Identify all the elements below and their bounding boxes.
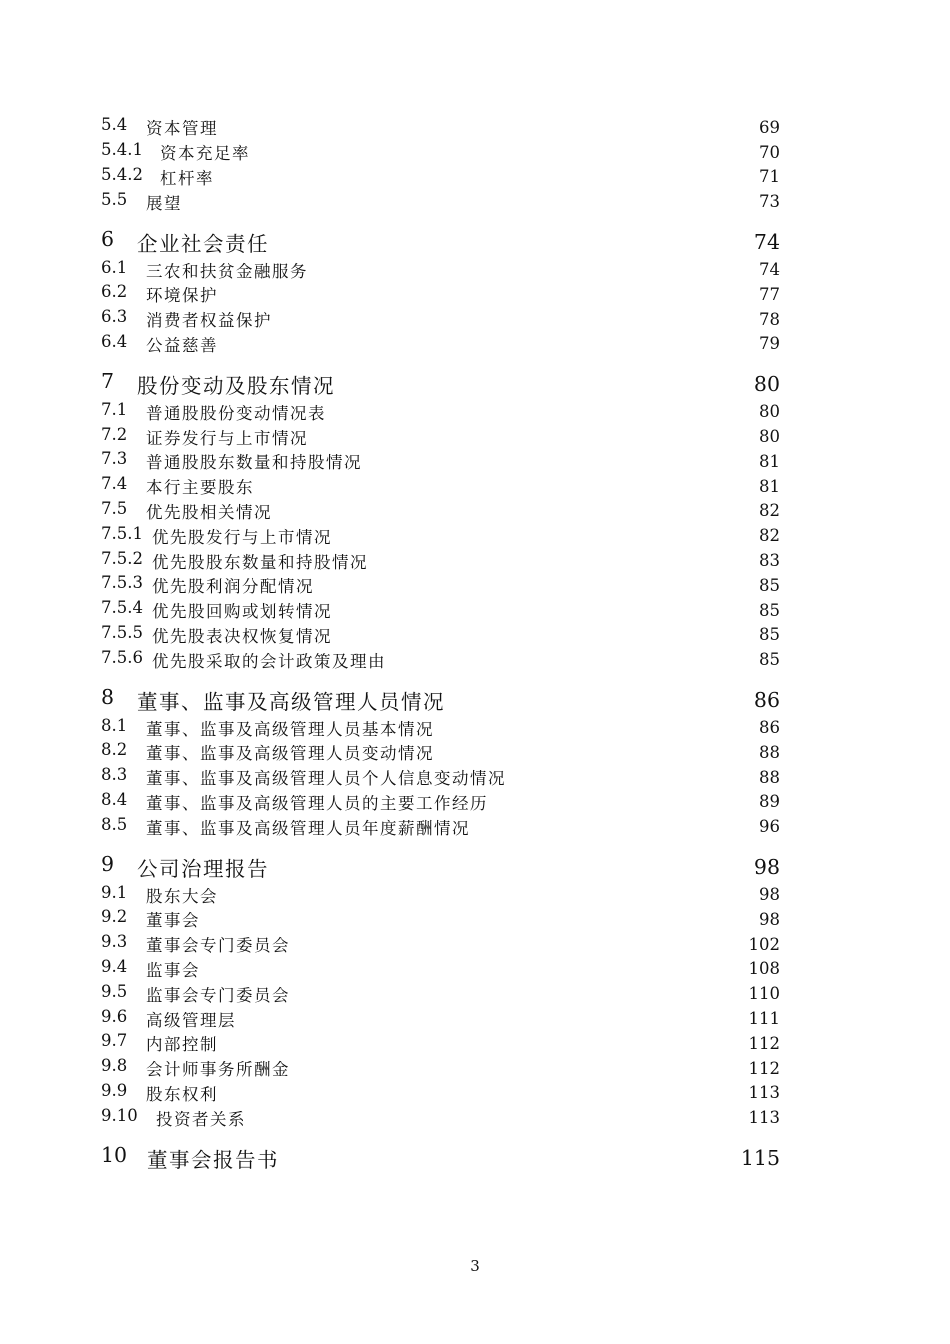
- toc-entry[interactable]: [101, 981, 780, 1006]
- entry-title: 股东权利: [146, 1084, 218, 1104]
- toc-entry[interactable]: [101, 1056, 780, 1081]
- toc-entry[interactable]: [101, 598, 780, 623]
- entry-page-number: 113: [748, 1108, 780, 1128]
- toc-entry[interactable]: [101, 957, 780, 982]
- entry-title: 优先股采取的会计政策及理由: [152, 651, 386, 671]
- toc-entry[interactable]: [101, 715, 780, 740]
- toc-entry[interactable]: [101, 882, 780, 907]
- entry-title: 优先股表决权恢复情况: [152, 626, 332, 646]
- toc-section: [101, 227, 780, 356]
- entry-page-number: 80: [759, 402, 780, 422]
- entry-number: 5.5: [101, 189, 128, 209]
- toc-entry[interactable]: [101, 332, 780, 357]
- entry-title: 股东大会: [146, 886, 218, 906]
- entry-number: 5.4.2: [101, 164, 143, 184]
- entry-number: 9.4: [101, 956, 128, 976]
- entry-title: 监事会专门委员会: [146, 985, 290, 1005]
- table-of-contents: [101, 115, 780, 1173]
- toc-entry[interactable]: [101, 115, 780, 140]
- toc-entry[interactable]: [101, 548, 780, 573]
- entry-page-number: 88: [759, 767, 780, 787]
- entry-title: 普通股股东数量和持股情况: [146, 453, 362, 473]
- entry-number: 7.5.3: [101, 573, 143, 593]
- entry-page-number: 70: [759, 142, 780, 162]
- entry-number: 8.4: [101, 789, 128, 809]
- toc-entry[interactable]: [101, 907, 780, 932]
- entry-title: 资本管理: [146, 119, 218, 139]
- toc-section: [101, 115, 780, 214]
- entry-page-number: 69: [759, 117, 780, 137]
- entry-title: 优先股发行与上市情况: [152, 527, 332, 547]
- toc-section: [101, 852, 780, 1130]
- entry-page-number: 85: [759, 575, 780, 595]
- chapter-page-number: 74: [753, 230, 780, 255]
- entry-number: 6.3: [101, 307, 128, 327]
- entry-number: 7.3: [101, 449, 128, 469]
- entry-page-number: 96: [759, 817, 780, 837]
- page-number: 3: [470, 1257, 480, 1275]
- toc-chapter-heading[interactable]: [101, 685, 780, 715]
- toc-entry[interactable]: [101, 790, 780, 815]
- entry-page-number: 73: [759, 192, 780, 212]
- toc-chapter-heading[interactable]: [101, 1143, 780, 1173]
- entry-title: 资本充足率: [160, 144, 250, 164]
- entry-title: 环境保护: [146, 286, 218, 306]
- toc-entry[interactable]: [101, 399, 780, 424]
- entry-number: 7.4: [101, 474, 128, 494]
- entry-page-number: 112: [748, 1033, 780, 1053]
- toc-entry[interactable]: [101, 189, 780, 214]
- chapter-number: 8: [101, 685, 115, 710]
- entry-number: 5.4: [101, 115, 128, 135]
- entry-page-number: 112: [748, 1058, 780, 1078]
- entry-page-number: 86: [759, 718, 780, 738]
- entry-title: 董事、监事及高级管理人员年度薪酬情况: [146, 818, 470, 838]
- entry-page-number: 89: [759, 792, 780, 812]
- entry-number: 8.2: [101, 740, 128, 760]
- entry-number: 9.6: [101, 1006, 128, 1026]
- entry-title: 展望: [146, 193, 182, 213]
- entry-page-number: 82: [759, 526, 780, 546]
- chapter-page-number: 115: [740, 1146, 780, 1171]
- entry-number: 7.5.1: [101, 523, 143, 543]
- entry-number: 7.5.2: [101, 548, 143, 568]
- entry-title: 优先股利润分配情况: [152, 577, 314, 597]
- entry-title: 会计师事务所酬金: [146, 1060, 290, 1080]
- chapter-title: 董事、监事及高级管理人员情况: [137, 690, 445, 715]
- entry-number: 7.5.6: [101, 647, 143, 667]
- entry-number: 7.5.4: [101, 598, 143, 618]
- chapter-title: 董事会报告书: [147, 1148, 279, 1173]
- toc-entry[interactable]: [101, 257, 780, 282]
- chapter-number: 6: [101, 227, 115, 252]
- entry-number: 7.1: [101, 399, 128, 419]
- toc-chapter-heading[interactable]: [101, 852, 780, 882]
- entry-number: 8.5: [101, 814, 128, 834]
- toc-entry[interactable]: [101, 282, 780, 307]
- entry-number: 9.1: [101, 882, 128, 902]
- entry-number: 6.2: [101, 282, 128, 302]
- toc-section: [101, 1143, 780, 1173]
- entry-page-number: 110: [748, 984, 780, 1004]
- entry-title: 高级管理层: [146, 1010, 236, 1030]
- entry-number: 8.1: [101, 715, 128, 735]
- toc-section: [101, 369, 780, 672]
- toc-entry[interactable]: [101, 140, 780, 165]
- toc-entry[interactable]: [101, 449, 780, 474]
- entry-page-number: 81: [759, 451, 780, 471]
- toc-entry[interactable]: [101, 765, 780, 790]
- chapter-number: 7: [101, 369, 115, 394]
- entry-page-number: 83: [759, 551, 780, 571]
- toc-entry[interactable]: [101, 647, 780, 672]
- entry-title: 监事会: [146, 960, 200, 980]
- entry-number: 8.3: [101, 765, 128, 785]
- entry-page-number: 88: [759, 742, 780, 762]
- entry-number: 6.1: [101, 257, 128, 277]
- entry-page-number: 71: [759, 167, 780, 187]
- chapter-number: 9: [101, 852, 115, 877]
- chapter-page-number: 98: [753, 855, 780, 880]
- entry-page-number: 82: [759, 501, 780, 521]
- entry-page-number: 111: [748, 1009, 780, 1028]
- entry-title: 杠杆率: [160, 168, 214, 188]
- entry-title: 董事、监事及高级管理人员的主要工作经历: [146, 793, 488, 813]
- entry-title: 董事、监事及高级管理人员个人信息变动情况: [146, 769, 506, 789]
- entry-title: 优先股相关情况: [146, 502, 272, 522]
- entry-title: 内部控制: [146, 1035, 218, 1055]
- toc-chapter-heading[interactable]: [101, 227, 780, 257]
- entry-number: 7.2: [101, 424, 128, 444]
- entry-title: 证券发行与上市情况: [146, 428, 308, 448]
- chapter-title: 股份变动及股东情况: [137, 374, 335, 399]
- entry-page-number: 78: [759, 309, 780, 329]
- toc-entry[interactable]: [101, 932, 780, 957]
- entry-number: 9.2: [101, 907, 128, 927]
- entry-number: 9.7: [101, 1031, 128, 1051]
- toc-entry[interactable]: [101, 1081, 780, 1106]
- entry-title: 优先股回购或划转情况: [152, 602, 332, 622]
- chapter-number: 10: [101, 1143, 128, 1168]
- entry-title: 优先股股东数量和持股情况: [152, 552, 368, 572]
- entry-page-number: 102: [748, 934, 780, 954]
- toc-chapter-heading[interactable]: [101, 369, 780, 399]
- entry-page-number: 85: [759, 650, 780, 670]
- entry-page-number: 80: [759, 427, 780, 447]
- entry-number: 9.9: [101, 1080, 128, 1100]
- toc-entry[interactable]: [101, 814, 780, 839]
- entry-title: 普通股股份变动情况表: [146, 403, 326, 423]
- chapter-title: 企业社会责任: [137, 232, 269, 257]
- entry-number: 7.5: [101, 498, 128, 518]
- chapter-title: 公司治理报告: [137, 857, 269, 882]
- toc-entry[interactable]: [101, 523, 780, 548]
- toc-entry[interactable]: [101, 474, 780, 499]
- toc-entry[interactable]: [101, 424, 780, 449]
- entry-page-number: 98: [759, 885, 780, 905]
- chapter-page-number: 80: [753, 372, 780, 397]
- entry-number: 9.10: [101, 1105, 138, 1125]
- entry-page-number: 74: [759, 260, 780, 280]
- entry-number: 9.3: [101, 932, 128, 952]
- toc-entry[interactable]: [101, 623, 780, 648]
- entry-title: 投资者关系: [156, 1109, 246, 1129]
- entry-title: 公益慈善: [146, 335, 218, 355]
- entry-number: 5.4.1: [101, 140, 143, 160]
- entry-page-number: 77: [759, 284, 780, 304]
- entry-page-number: 85: [759, 600, 780, 620]
- entry-page-number: 85: [759, 625, 780, 645]
- toc-section: [101, 685, 780, 839]
- toc-entry[interactable]: [101, 1031, 780, 1056]
- toc-entry[interactable]: [101, 740, 780, 765]
- entry-number: 7.5.5: [101, 622, 143, 642]
- entry-page-number: 98: [759, 909, 780, 929]
- toc-entry[interactable]: [101, 165, 780, 190]
- entry-page-number: 113: [748, 1083, 780, 1103]
- entry-title: 董事、监事及高级管理人员变动情况: [146, 744, 434, 764]
- entry-page-number: 81: [759, 476, 780, 496]
- entry-title: 董事、监事及高级管理人员基本情况: [146, 719, 434, 739]
- chapter-page-number: 86: [753, 688, 780, 713]
- entry-title: 董事会专门委员会: [146, 936, 290, 956]
- entry-title: 董事会: [146, 911, 200, 931]
- toc-entry[interactable]: [101, 499, 780, 524]
- entry-number: 6.4: [101, 331, 128, 351]
- entry-title: 三农和扶贫金融服务: [146, 261, 308, 281]
- entry-page-number: 79: [759, 334, 780, 354]
- entry-page-number: 108: [748, 959, 780, 979]
- toc-entry[interactable]: [101, 1006, 780, 1031]
- toc-entry[interactable]: [101, 307, 780, 332]
- entry-title: 消费者权益保护: [146, 311, 272, 331]
- toc-entry[interactable]: [101, 573, 780, 598]
- toc-entry[interactable]: [101, 1105, 780, 1130]
- entry-number: 9.5: [101, 981, 128, 1001]
- entry-number: 9.8: [101, 1056, 128, 1076]
- entry-title: 本行主要股东: [146, 478, 254, 498]
